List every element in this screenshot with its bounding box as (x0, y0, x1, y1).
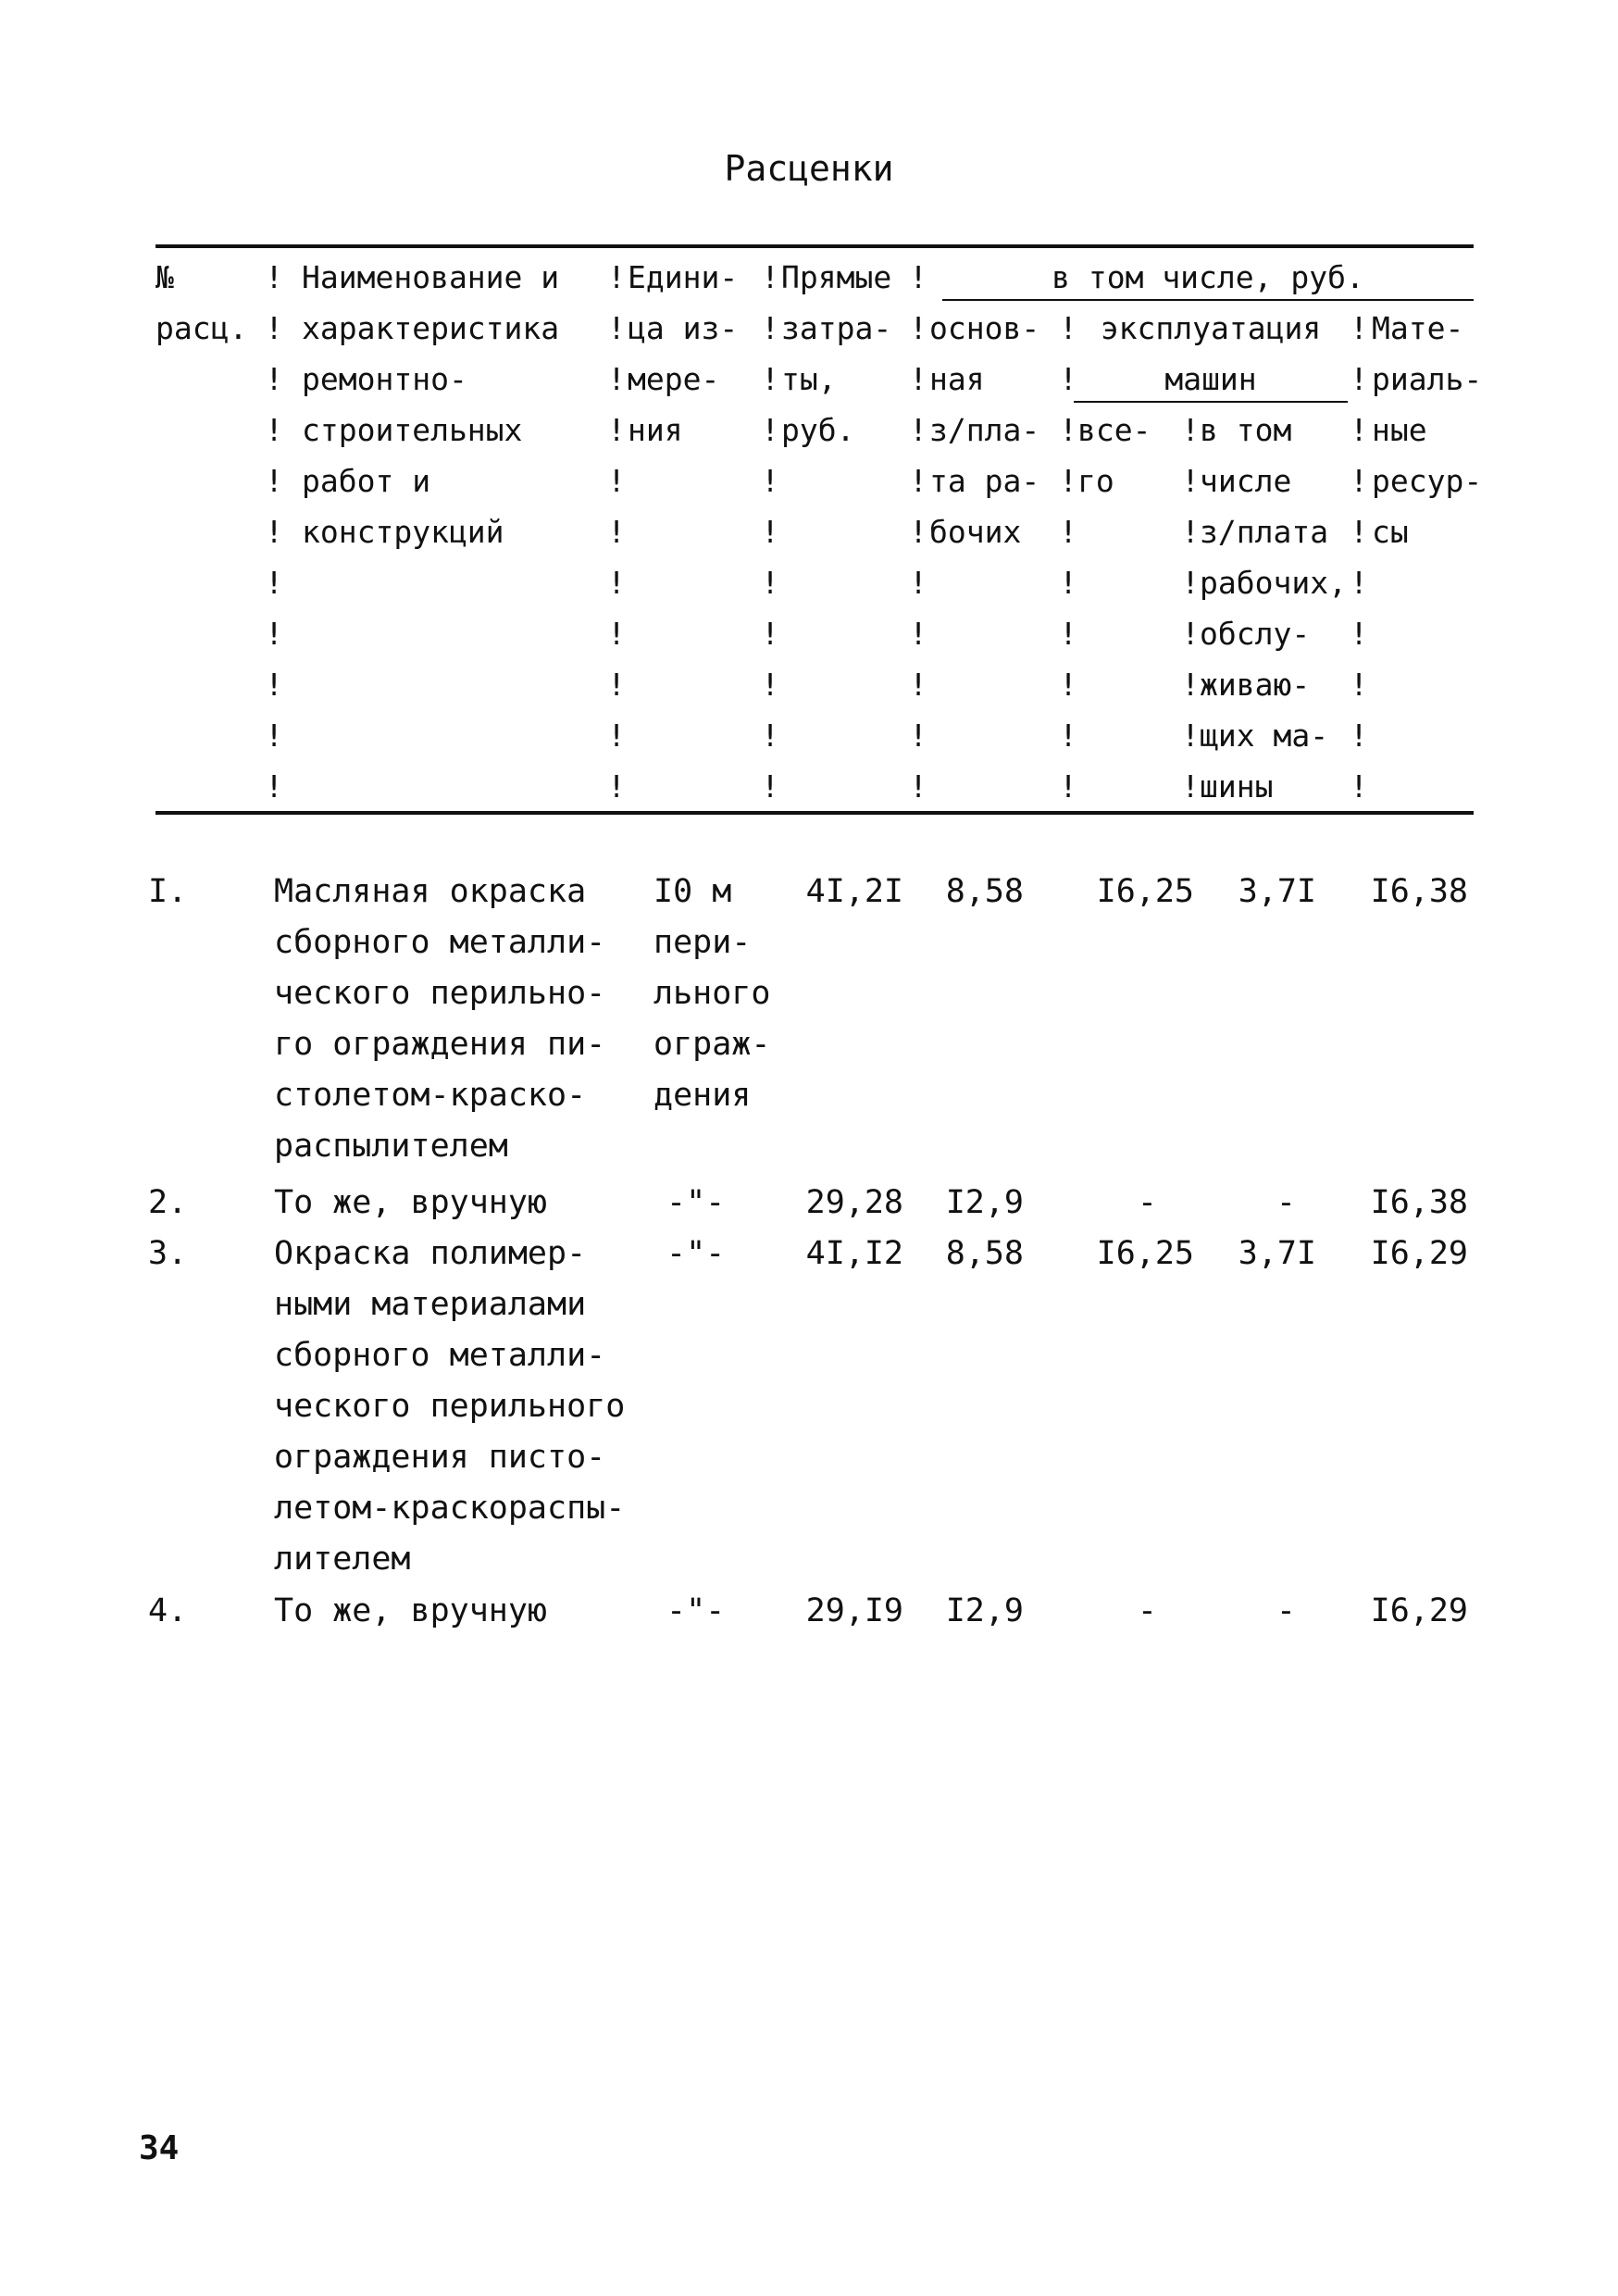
column-separator-mark: ! (1059, 412, 1077, 448)
column-separator-mark: ! (1059, 768, 1077, 805)
column-separator-mark: ! (909, 565, 927, 601)
column-separator-mark: ! (607, 565, 626, 601)
column-separator-mark: ! (1181, 514, 1200, 550)
column-separator-mark: ! (1350, 565, 1368, 601)
column-separator-mark: ! (265, 768, 283, 805)
column-separator-mark: ! (607, 616, 626, 652)
table-top-rule (156, 244, 1474, 248)
header-materials-line: риаль- (1372, 361, 1483, 397)
row-materials: I6,29 (1370, 1235, 1468, 1272)
column-separator-mark: ! (265, 361, 283, 397)
row-machines-total: - (1137, 1592, 1157, 1629)
column-separator-mark: ! (1181, 768, 1200, 805)
column-separator-mark: ! (909, 768, 927, 805)
header-incl-wage-line: живаю- (1200, 667, 1311, 703)
row-name-line: ными материалами (274, 1286, 587, 1323)
row-materials: I6,38 (1370, 1184, 1468, 1221)
header-incl-wage-line: обслу- (1200, 616, 1311, 652)
column-separator-mark: ! (1350, 768, 1368, 805)
column-separator-mark: ! (265, 259, 283, 295)
header-materials-line: ресур- (1372, 463, 1483, 499)
column-separator-mark: ! (1350, 412, 1368, 448)
header-no-line-1: № (156, 259, 174, 295)
column-separator-mark: ! (607, 361, 626, 397)
column-separator-mark: ! (1181, 718, 1200, 754)
header-materials-line: ные (1372, 412, 1427, 448)
header-base-line: ная (929, 361, 985, 397)
row-base-wage: I2,9 (945, 1592, 1024, 1629)
column-separator-mark: ! (909, 259, 927, 295)
row-name-line: лителем (274, 1541, 411, 1578)
header-direct-line: ты, (781, 361, 837, 397)
column-separator-mark: ! (607, 412, 626, 448)
column-separator-mark: ! (265, 463, 283, 499)
column-separator-mark: ! (265, 310, 283, 346)
header-direct-line: затра- (781, 310, 892, 346)
row-number: 3. (148, 1235, 188, 1272)
column-separator-mark: ! (761, 667, 779, 703)
column-separator-mark: ! (761, 565, 779, 601)
header-incl-wage-line: рабочих, (1200, 565, 1347, 601)
column-separator-mark: ! (1181, 616, 1200, 652)
row-materials: I6,29 (1370, 1592, 1468, 1629)
column-separator-mark: ! (607, 718, 626, 754)
row-direct-cost: 29,28 (805, 1184, 903, 1221)
header-exploitation: эксплуатация (1100, 310, 1322, 346)
row-name-line: ческого перильно- (274, 975, 606, 1012)
column-separator-mark: ! (1350, 718, 1368, 754)
header-name-line: работ и (302, 463, 431, 499)
column-separator-mark: ! (761, 310, 779, 346)
column-separator-mark: ! (761, 463, 779, 499)
header-name-line: характеристика (302, 310, 560, 346)
row-name-line: сборного металли- (274, 1337, 606, 1374)
column-separator-mark: ! (1059, 310, 1077, 346)
header-incl-wage-line: в том (1200, 412, 1292, 448)
column-separator-mark: ! (1181, 412, 1200, 448)
row-unit-line: -"- (666, 1592, 726, 1629)
header-direct-line: руб. (781, 412, 855, 448)
column-separator-mark: ! (265, 718, 283, 754)
row-number: 4. (148, 1592, 188, 1629)
column-separator-mark: ! (909, 310, 927, 346)
column-separator-mark: ! (1181, 667, 1200, 703)
column-separator-mark: ! (909, 361, 927, 397)
row-machines-total: - (1137, 1184, 1157, 1221)
column-separator-mark: ! (1181, 565, 1200, 601)
header-total-line: все- (1077, 412, 1151, 448)
header-name-line: Наименование и (302, 259, 560, 295)
row-name-line: ограждения писто- (274, 1439, 606, 1476)
row-base-wage: I2,9 (945, 1184, 1024, 1221)
header-unit-line: мере- (628, 361, 720, 397)
column-separator-mark: ! (761, 616, 779, 652)
row-unit-line: пери- (653, 924, 752, 961)
table-header-bottom-rule (156, 811, 1474, 815)
column-separator-mark: ! (1059, 616, 1077, 652)
row-materials: I6,38 (1370, 873, 1468, 910)
header-name-line: конструкций (302, 514, 504, 550)
column-separator-mark: ! (607, 667, 626, 703)
header-base-line: з/пла- (929, 412, 1040, 448)
column-separator-mark: ! (265, 514, 283, 550)
row-unit-line: льного (653, 975, 771, 1012)
column-separator-mark: ! (761, 361, 779, 397)
row-unit-line: дения (653, 1077, 752, 1114)
header-total-line: го (1077, 463, 1114, 499)
column-separator-mark: ! (607, 463, 626, 499)
row-name-line: Окраска полимер- (274, 1235, 587, 1272)
row-name-line: сборного металли- (274, 924, 606, 961)
column-separator-mark: ! (909, 616, 927, 652)
header-unit-line: Едини- (628, 259, 739, 295)
row-name-line: летом-краскораспы- (274, 1490, 626, 1527)
row-unit-line: -"- (666, 1235, 726, 1272)
header-base-line: та ра- (929, 463, 1040, 499)
column-separator-mark: ! (265, 616, 283, 652)
column-separator-mark: ! (909, 718, 927, 754)
column-separator-mark: ! (607, 768, 626, 805)
header-materials-line: сы (1372, 514, 1409, 550)
row-machines-wage: - (1276, 1592, 1296, 1629)
column-separator-mark: ! (265, 565, 283, 601)
row-direct-cost: 4I,I2 (805, 1235, 903, 1272)
row-name-line: столетом-краско- (274, 1077, 587, 1114)
header-machines: машин (1164, 361, 1257, 397)
row-machines-total: I6,25 (1096, 1235, 1194, 1272)
column-separator-mark: ! (909, 463, 927, 499)
row-name-line: То же, вручную (274, 1592, 548, 1629)
header-base-line: бочих (929, 514, 1022, 550)
column-separator-mark: ! (761, 514, 779, 550)
header-incl-wage-line: з/плата (1200, 514, 1329, 550)
header-materials-line: Мате- (1372, 310, 1464, 346)
row-name-line: го ограждения пи- (274, 1026, 606, 1063)
column-separator-mark: ! (909, 412, 927, 448)
column-separator-mark: ! (761, 768, 779, 805)
column-separator-mark: ! (1350, 667, 1368, 703)
column-separator-mark: ! (1059, 361, 1077, 397)
row-unit-line: ограж- (653, 1026, 771, 1063)
header-incl-wage-line: числе (1200, 463, 1292, 499)
column-separator-mark: ! (1350, 361, 1368, 397)
page-number: 34 (139, 2129, 180, 2167)
row-machines-wage: 3,7I (1238, 1235, 1316, 1272)
column-separator-mark: ! (1350, 310, 1368, 346)
row-machines-total: I6,25 (1096, 873, 1194, 910)
column-separator-mark: ! (1181, 463, 1200, 499)
row-direct-cost: 4I,2I (805, 873, 903, 910)
column-separator-mark: ! (607, 259, 626, 295)
column-separator-mark: ! (607, 310, 626, 346)
row-name-line: ческого перильного (274, 1388, 626, 1425)
header-incl-wage-line: щих ма- (1200, 718, 1329, 754)
column-separator-mark: ! (909, 667, 927, 703)
row-unit-line: -"- (666, 1184, 726, 1221)
column-separator-mark: ! (1059, 667, 1077, 703)
row-machines-wage: 3,7I (1238, 873, 1316, 910)
header-unit-line: ца из- (628, 310, 739, 346)
row-number: 2. (148, 1184, 188, 1221)
row-base-wage: 8,58 (945, 1235, 1024, 1272)
column-separator-mark: ! (761, 259, 779, 295)
row-number: I. (148, 873, 188, 910)
column-separator-mark: ! (761, 718, 779, 754)
column-separator-mark: ! (1059, 514, 1077, 550)
column-separator-mark: ! (1059, 463, 1077, 499)
column-separator-mark: ! (1059, 565, 1077, 601)
column-separator-mark: ! (1350, 514, 1368, 550)
row-base-wage: 8,58 (945, 873, 1024, 910)
page-title: Расценки (724, 148, 894, 189)
row-direct-cost: 29,I9 (805, 1592, 903, 1629)
row-machines-wage: - (1276, 1184, 1296, 1221)
row-unit-line: I0 м (653, 873, 732, 910)
header-name-line: строительных (302, 412, 523, 448)
header-base-line: основ- (929, 310, 1040, 346)
column-separator-mark: ! (265, 667, 283, 703)
row-name-line: То же, вручную (274, 1184, 548, 1221)
column-separator-mark: ! (265, 412, 283, 448)
row-name-line: распылителем (274, 1128, 508, 1165)
header-no-line-2: расц. (156, 310, 248, 346)
column-separator-mark: ! (909, 514, 927, 550)
row-name-line: Масляная окраска (274, 873, 587, 910)
header-direct-line: Прямые (781, 259, 892, 295)
header-name-line: ремонтно- (302, 361, 467, 397)
header-including: в том числе, руб. (1052, 259, 1364, 295)
column-separator-mark: ! (607, 514, 626, 550)
column-separator-mark: ! (1350, 616, 1368, 652)
header-unit-line: ния (628, 412, 683, 448)
column-separator-mark: ! (1350, 463, 1368, 499)
column-separator-mark: ! (761, 412, 779, 448)
header-incl-wage-line: шины (1200, 768, 1274, 805)
column-separator-mark: ! (1059, 718, 1077, 754)
